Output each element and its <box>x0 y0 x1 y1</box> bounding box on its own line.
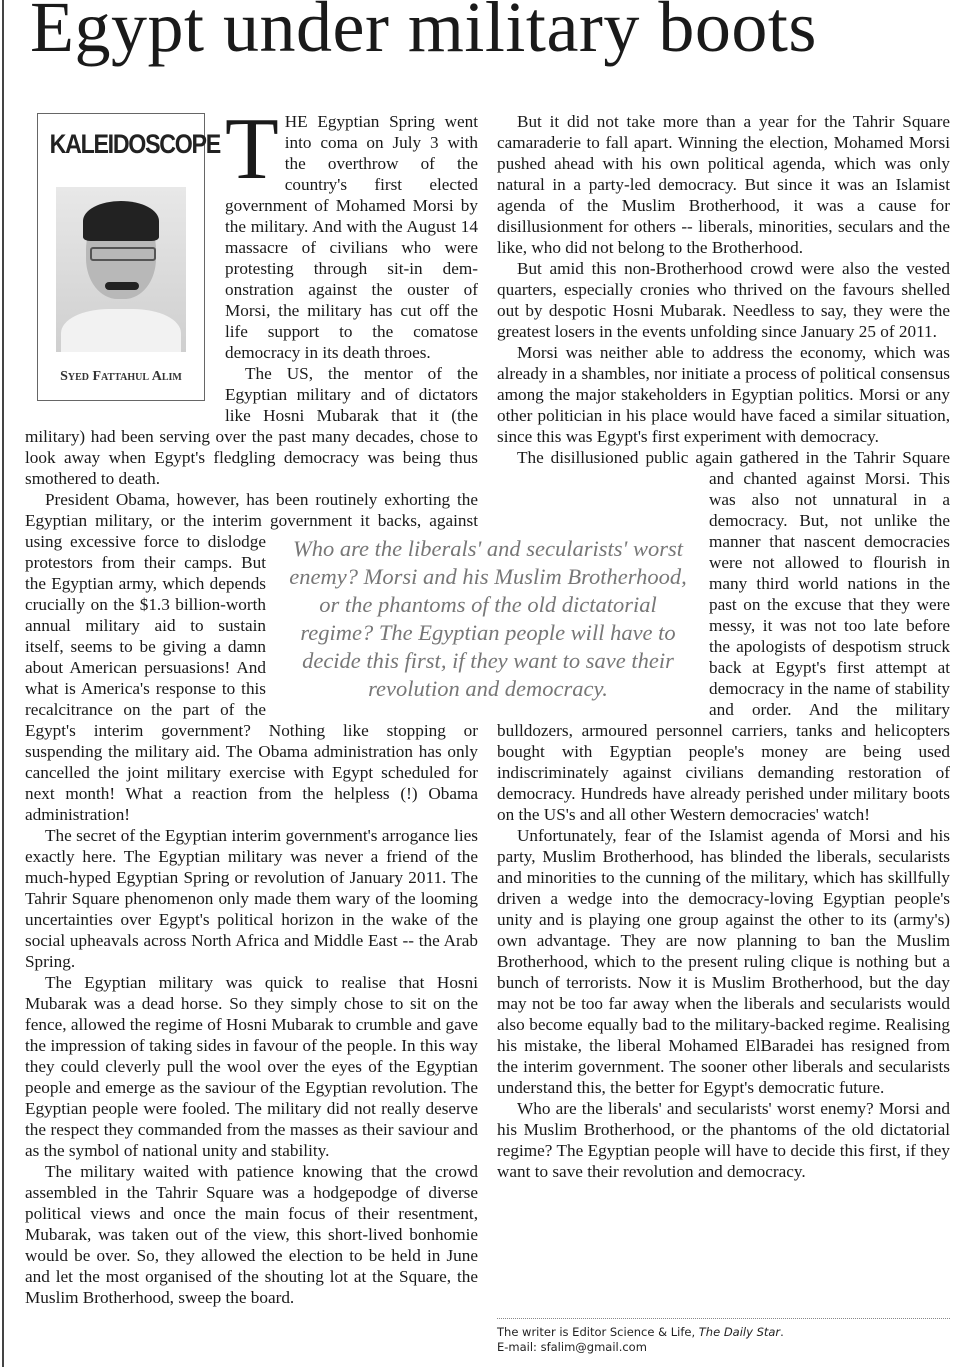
author-note <box>497 1318 950 1355</box>
paragraph-text: Square and chanted against Morsi. This was also not unnatural in a democracy. But, not unlike the manner that nascent democracies were not allowed to flourish in many third world nations in the past on the excuse that they were messy, it was not too late before the apologists of despotism struck back at Egypt's first attempt at democracy in the name of stability and order. And the military bulldozers, armoured personnel carriers, tanks and helicopters bought with Egyptian people's money are being used indiscriminately against civilians demanding restoration of democracy. Hundreds have already perished under military boots on the US's and all other Western democracies' watch! <box>497 448 950 824</box>
author-email: E-mail: sfalim@gmail.com <box>497 1340 647 1354</box>
author-credit <box>497 1325 950 1340</box>
column-label: KALEIDOSCOPE <box>49 129 220 159</box>
headline: Egypt under military boots <box>30 0 817 67</box>
article-paragraph: Morsi was neither able to address the economy, which was already in a shambles, nor initiate a process of political consensus among the major stakeholders in Egyptian politics. Morsi or any other politician in his place would have faced a similar situation, since this was Egypt's first experiment with democracy. <box>497 343 950 446</box>
article-paragraph: The Egyptian military was quick to realise that Hosni Mubarak was a dead horse. So they simply chose to sit on the fence, allowed the regime of Hosni Mubarak to crumble and gave the impression of taking sides in favour of the people. In this way they could cleverly pull the wool over the eyes of the Egyptian people and emerge as the saviour of the Egyptian revolution. The Egyptian people were fooled. The military did not really deserve the respect they commanded from the masses as their saviour and as the symbol of national unity and stability. <box>25 973 478 1160</box>
article-paragraph: But it did not take more than a year for the Tahrir Square camaraderie to fall apart. Winning the election, Mohamed Morsi pushed ahead with his own political agenda, which was only natural in a party-led democracy. But since it was an Islamist agenda of the Muslim Brotherhood, it was a cause for disillusionment for others -- liberals, minorities, seculars and the like, who did not belong to the Brotherhood. <box>497 112 950 257</box>
article-paragraph: The military waited with patience knowing that the crowd assembled in the Tahrir Square was a hodgepodge of diverse political views and once the main focus of their resentment, Mubarak, was taken out of the view, this short-lived bonhomie would be over. So, they allowed the election to be held in June and let the most organised of the shouting lot at the Square, the Muslim Brotherhood, sweep the board. <box>25 1162 478 1307</box>
paragraph-text: President Obama, however, has been routinely exhorting the Egyptian military, or the interim government it <box>25 490 478 530</box>
author-byline: Syed Fattahul Alim <box>60 369 182 384</box>
credit-text: The writer is Editor Science & Life, <box>497 1325 699 1339</box>
article-paragraph: The secret of the Egyptian interim government's arrogance lies exactly here. The Egyptian military was never a friend of the much-hyped Egyptian Spring or revolution of January 2011. The Tahrir Square phenomenon only made them wary of the looming uncertainties over Egypt's political horizon in the wake of the social upheavals across North Africa and Middle East -- the Arab Spring. <box>25 826 478 971</box>
publication-name: The Daily Star <box>698 1325 781 1339</box>
page-border-rule <box>2 0 4 1367</box>
paragraph-text: HE Egyptian Spring went into coma on July 3 with the overthrow of the country's first elected government of Mohamed Morsi by the military. And with the August 14 massacre of civilians who were protesting through sit-in demonstration against the ouster of Morsi, the military has cut off the life support to the comatose democracy in its death throes. <box>225 112 478 362</box>
credit-suffix: . <box>780 1325 784 1339</box>
article-paragraph: The US, the mentor of the Egyptian military and of dictators like Hosni Mubarak that it (the military) had been serving over the past many decades, chose to look away when Egypt's fledgling democracy was being thus smothered to death. <box>25 364 478 488</box>
article-paragraph: Who are the liberals' and secularists' worst enemy? Morsi and his Muslim Brotherhood, or the phantoms of the old dictatorial regime? The Egyptian people will have to decide this first, if they want to save their revolution and democracy. <box>497 1099 950 1181</box>
article-paragraph: Unfortunately, fear of the Islamist agenda of Morsi and his party, Muslim Brotherhood, has blinded the liberals, secularists and minorities to the cunning of the military, which has skillfully driven a wedge into the democracy-loving Egyptian people's unity and is playing one group against the other to its (army's) own advantage. They are now planning to ban the Muslim Brotherhood, which to the present ruling clique is nothing but a bunch of terrorists. Now it is Muslim Brotherhood, but the day may not be too far away when the liberals and secularists would also become equally bad to the military-backed regime. Realising his mistake, the liberal Mohamed ElBaradei has resigned from the interim government. The sooner other liberals and secularists understand this, the better for Egypt's democratic future. <box>497 826 950 1097</box>
left-column <box>25 101 478 1308</box>
paragraph-text: backs, against using excessive force to dislodge protestors from their camps. But the Egyptian army, which depends crucially on the $1.3 billion-worth annual military aid to sustain itself, seems to be giving a damn about American persuasions! And what is America's response to this recalcitrance on the part of the Egypt's interim government? Nothing like stopping or suspending the military aid. The Obama administration has only cancelled the joint military exercise with Egypt scheduled for next month! What a reaction from the helpless (!) Obama administration! <box>25 511 478 824</box>
pull-quote: Who are the liberals' and secularists' worst enemy? Morsi and his Muslim Brotherhood, or the phantoms of the old dictatorial regime? The Egyptian people will have to decide this first, if they want to save their revolution and democracy. <box>289 536 687 701</box>
article-paragraph: But amid this non-Brotherhood crowd were also the vested quarters, especially cronies who thrived on the favours shelled out by despotic Hosni Mubarak. Needless to say, they were the greatest losers in the events unfolding since January 25 of 2011. <box>497 259 950 341</box>
dotted-divider <box>497 1318 950 1319</box>
paragraph-text: The disillusioned public again gathered in the Tahrir <box>517 448 903 467</box>
drop-cap: T <box>225 101 279 198</box>
columnist-box <box>37 113 220 401</box>
author-photo <box>56 187 186 352</box>
